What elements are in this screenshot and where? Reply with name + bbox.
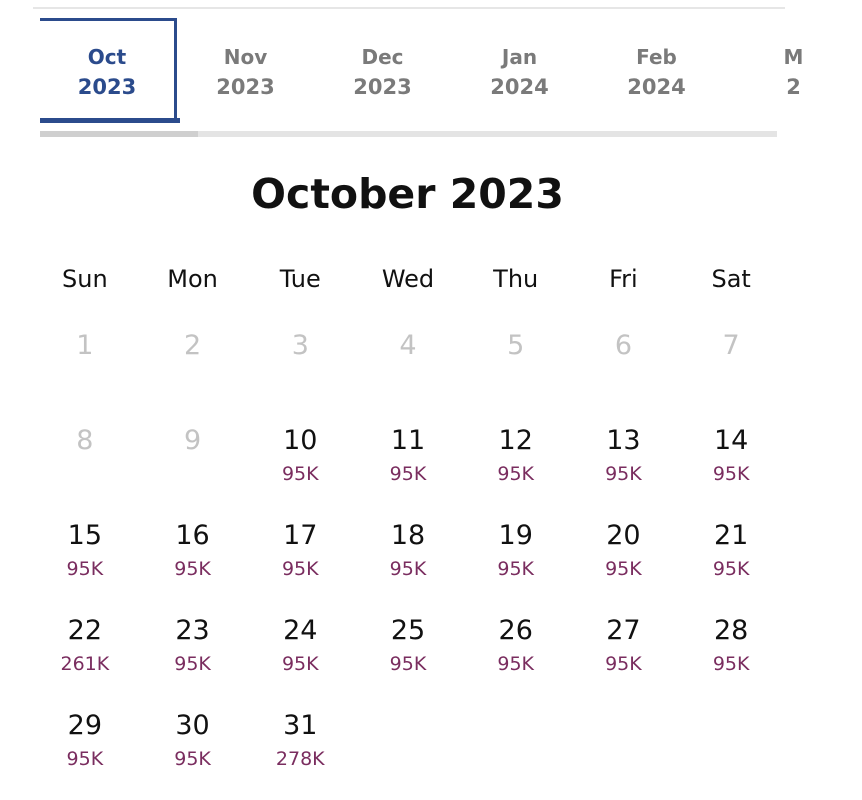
day-number: 20 — [606, 520, 641, 551]
calendar-day[interactable] — [139, 603, 247, 698]
month-tab-dec-2023[interactable] — [314, 18, 451, 122]
day-number: 4 — [399, 330, 417, 361]
month-selector[interactable] — [40, 18, 804, 130]
weekday-label: Wed — [381, 265, 435, 293]
day-price: 95K — [605, 463, 642, 485]
weekday-label: Tue — [279, 265, 321, 293]
day-price: 95K — [497, 558, 535, 580]
calendar-day[interactable] — [677, 413, 785, 508]
weekday-label: Thu — [493, 265, 539, 293]
day-number: 31 — [283, 710, 318, 741]
day-number: 6 — [614, 330, 633, 361]
calendar-day — [354, 318, 462, 413]
calendar-day[interactable] — [677, 603, 785, 698]
day-price: 95K — [174, 748, 211, 770]
weekday-header — [31, 262, 785, 296]
calendar-day[interactable] — [246, 698, 354, 793]
month-tab-year: 2023 — [216, 75, 275, 99]
month-tab-month: Nov — [223, 45, 268, 69]
month-scrollbar-thumb[interactable] — [40, 131, 198, 137]
calendar-days-grid — [31, 318, 785, 793]
day-number: 29 — [67, 710, 103, 741]
calendar-day — [677, 318, 785, 413]
day-number: 30 — [175, 710, 210, 741]
calendar-day[interactable] — [462, 413, 570, 508]
month-tab-month: Oct — [87, 45, 127, 69]
day-price: 95K — [712, 558, 750, 580]
day-number: 18 — [390, 520, 426, 551]
calendar-day[interactable] — [462, 508, 570, 603]
day-price: 95K — [389, 463, 427, 485]
month-tab-year: 2024 — [490, 75, 549, 99]
calendar-day[interactable] — [31, 603, 139, 698]
day-number: 9 — [183, 425, 202, 456]
day-price: 95K — [66, 748, 104, 770]
top-divider — [33, 7, 785, 9]
weekday-label: Mon — [167, 265, 218, 293]
month-tab-year: 2 — [786, 75, 801, 99]
calendar-day[interactable] — [354, 603, 462, 698]
day-number: 17 — [283, 520, 318, 551]
day-number: 27 — [606, 615, 641, 646]
day-number: 28 — [713, 615, 749, 646]
day-price: 95K — [66, 558, 104, 580]
calendar-day[interactable] — [354, 413, 462, 508]
month-tab-month: Feb — [636, 45, 677, 69]
day-number: 24 — [283, 615, 318, 646]
month-scrollbar[interactable] — [40, 131, 777, 137]
selected-month-underline — [40, 118, 180, 123]
calendar-day[interactable] — [677, 508, 785, 603]
day-price: 95K — [281, 463, 319, 485]
calendar-day[interactable] — [570, 508, 678, 603]
calendar-day[interactable] — [246, 413, 354, 508]
calendar-day[interactable] — [31, 698, 139, 793]
day-price: 95K — [712, 463, 750, 485]
calendar-day — [139, 318, 247, 413]
day-number: 15 — [67, 520, 103, 551]
day-number: 5 — [507, 330, 525, 361]
day-number: 13 — [606, 425, 641, 456]
calendar-day — [570, 318, 678, 413]
day-number: 19 — [498, 520, 533, 551]
day-number: 1 — [76, 330, 94, 361]
weekday-label: Sat — [711, 265, 751, 293]
calendar-day[interactable] — [31, 508, 139, 603]
calendar-day — [31, 413, 139, 508]
weekday-label: Fri — [609, 265, 638, 293]
calendar-day[interactable] — [570, 413, 678, 508]
month-tab-month: M — [783, 45, 804, 69]
calendar-day[interactable] — [139, 698, 247, 793]
day-number: 8 — [76, 425, 94, 456]
day-price: 95K — [497, 463, 535, 485]
calendar-day[interactable] — [139, 508, 247, 603]
month-tab-partial[interactable] — [725, 18, 862, 122]
calendar-day[interactable] — [354, 508, 462, 603]
month-tab-year: 2023 — [77, 75, 137, 99]
calendar-day — [462, 318, 570, 413]
month-tab-year: 2024 — [627, 75, 686, 99]
day-price: 261K — [60, 653, 110, 675]
day-number: 14 — [713, 425, 749, 456]
day-number: 21 — [713, 520, 749, 551]
weekday-label: Sun — [62, 265, 108, 293]
day-price: 95K — [712, 653, 750, 675]
month-tab-jan-2024[interactable] — [451, 18, 588, 122]
day-price: 95K — [174, 558, 211, 580]
month-tab-feb-2024[interactable] — [588, 18, 725, 122]
day-number: 10 — [283, 425, 318, 456]
day-price: 95K — [605, 653, 642, 675]
month-tab-nov-2023[interactable] — [177, 18, 314, 122]
day-number: 23 — [175, 615, 210, 646]
day-number: 11 — [390, 425, 426, 456]
calendar-day[interactable] — [246, 603, 354, 698]
month-tab-oct-2023[interactable] — [40, 18, 177, 122]
day-price: 95K — [174, 653, 211, 675]
day-number: 7 — [722, 330, 740, 361]
calendar-day — [246, 318, 354, 413]
day-price: 95K — [389, 653, 427, 675]
calendar-title: October 2023 — [251, 170, 564, 218]
day-number: 2 — [183, 330, 202, 361]
calendar-day[interactable] — [570, 603, 678, 698]
day-number: 25 — [390, 615, 426, 646]
day-number: 22 — [67, 615, 103, 646]
month-tab-year: 2023 — [353, 75, 412, 99]
day-number: 12 — [498, 425, 533, 456]
calendar-day — [31, 318, 139, 413]
calendar-day[interactable] — [462, 603, 570, 698]
day-price: 95K — [605, 558, 642, 580]
day-number: 26 — [498, 615, 533, 646]
month-tab-month: Jan — [501, 45, 538, 69]
day-price: 95K — [281, 558, 319, 580]
day-price: 95K — [497, 653, 535, 675]
month-tab-month: Dec — [361, 45, 404, 69]
calendar-day[interactable] — [246, 508, 354, 603]
calendar-day — [139, 413, 247, 508]
day-price: 95K — [389, 558, 427, 580]
day-number: 3 — [291, 330, 309, 361]
day-number: 16 — [175, 520, 210, 551]
day-price: 278K — [275, 748, 325, 770]
day-price: 95K — [281, 653, 319, 675]
